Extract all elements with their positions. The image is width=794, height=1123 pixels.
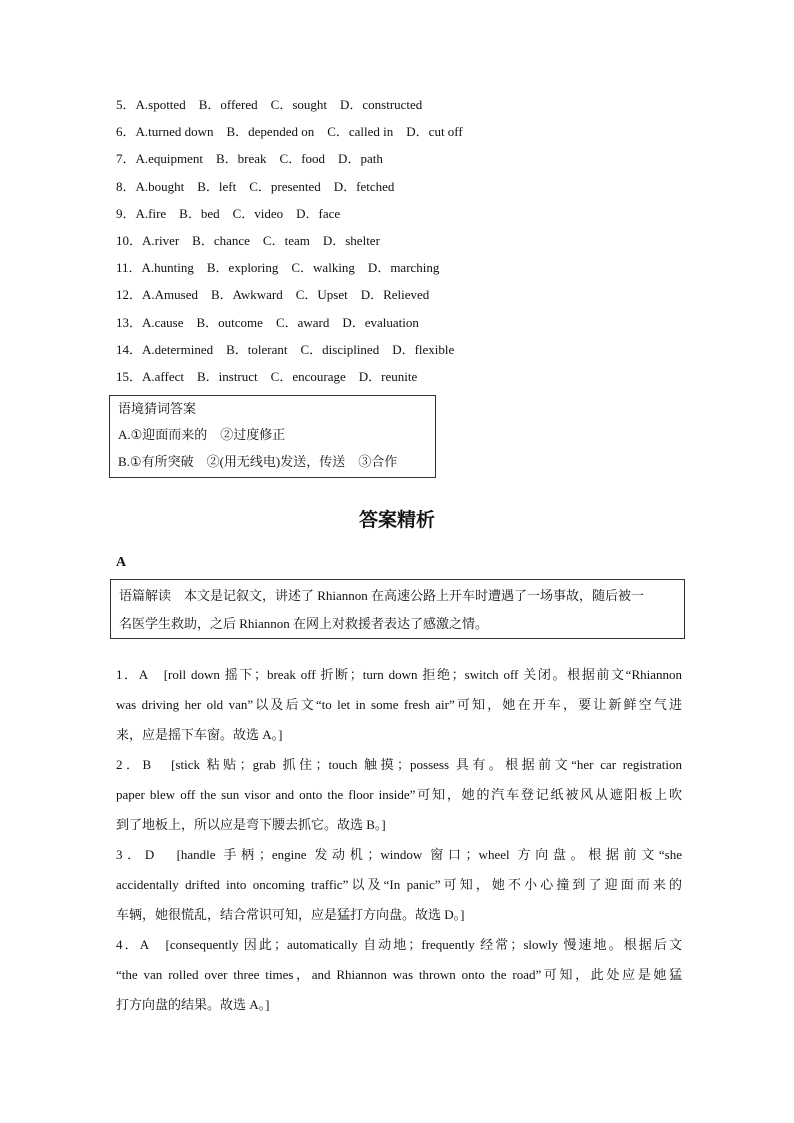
passage-summary-box bbox=[110, 579, 685, 639]
option-item: 7．A.equipment B．break C．food D．path bbox=[116, 151, 383, 167]
answer-1-line: 来，应是摇下车窗。故选 A。] bbox=[116, 727, 283, 742]
vocab-guess-title: 语境猜词答案 bbox=[118, 401, 197, 416]
option-item: 12．A.Amused B．Awkward C．Upset D．Relieved bbox=[116, 287, 430, 303]
options-list bbox=[116, 95, 676, 394]
option-item: 14．A.determined B．tolerant C．disciplined D．flexible bbox=[116, 341, 455, 357]
vocab-guess-line-b: B.①有所突破 ②(用无线电)发送，传送 ③合作 bbox=[118, 454, 398, 469]
option-item: 15．A.affect B．instruct C．encourage D．reunite bbox=[116, 368, 418, 384]
vocab-guess-answer-box bbox=[109, 395, 436, 478]
answer-1-line: 1．A [roll down 摇下；break off 折断；turn down 拒绝；switch off 关闭。根据前文“Rhiannon bbox=[116, 667, 682, 682]
option-item: 9．A.fire B．bed C．video D．face bbox=[116, 205, 341, 221]
summary-line: 名医学生救助，之后 Rhiannon 在网上对救援者表达了感激之情。 bbox=[119, 616, 489, 631]
answer-3-line: 车辆，她很慌乱，结合常识可知，应是猛打方向盘。故选 D。] bbox=[116, 907, 465, 922]
answer-2-line: 到了地板上，所以应是弯下腰去抓它。故选 B。] bbox=[116, 817, 386, 832]
answer-4-line: 4．A [consequently 因此；automatically 自动地；frequently 经常；slowly 慢速地。根据后文 bbox=[116, 937, 682, 952]
option-item: 5．A.spotted B．offered C．sought D．constructed bbox=[116, 97, 423, 112]
option-item: 6．A.turned down B．depended on C．called in D．cut off bbox=[116, 124, 463, 140]
section-title: 答案精析 bbox=[358, 509, 435, 531]
option-item: 10．A.river B．chance C．team D．shelter bbox=[116, 232, 380, 248]
answer-3-line: accidentally drifted into oncoming traffic”以及“In panic”可知，她不小心撞到了迎面而来的 bbox=[116, 877, 682, 892]
answer-3-line: 3．D [handle 手柄；engine 发动机；window 窗口；wheel 方向盘。根据前文“she bbox=[116, 847, 682, 862]
part-label: A bbox=[116, 555, 127, 570]
answer-2-line: paper blew off the sun visor and onto the floor inside”可知，她的汽车登记纸被风从遮阳板上吹 bbox=[116, 787, 682, 802]
option-item: 13．A.cause B．outcome C．award D．evaluation bbox=[116, 314, 419, 330]
vocab-guess-line-a: A.①迎面而来的 ②过度修正 bbox=[118, 427, 286, 442]
summary-line: 语篇解读 本文是记叙文，讲述了 Rhiannon 在高速公路上开车时遭遇了一场事故，随后被一 bbox=[119, 588, 645, 603]
answer-4-line: 打方向盘的结果。故选 A。] bbox=[116, 997, 270, 1012]
option-item: 11．A.hunting B．exploring C．walking D．marching bbox=[116, 260, 440, 276]
answer-2-line: 2．B [stick 粘贴；grab 抓住；touch 触摸；possess 具有。根据前文“her car registration bbox=[116, 757, 682, 772]
answer-4-line: “the van rolled over three times，and Rhiannon was thrown onto the road”可知，此处应是她猛 bbox=[116, 967, 682, 982]
answer-1-line: was driving her old van”以及后文“to let in some fresh air”可知，她在开车，要让新鲜空气进 bbox=[116, 697, 682, 712]
option-item: 8．A.bought B．left C．presented D．fetched bbox=[116, 178, 395, 194]
answer-explanations bbox=[116, 660, 682, 1020]
